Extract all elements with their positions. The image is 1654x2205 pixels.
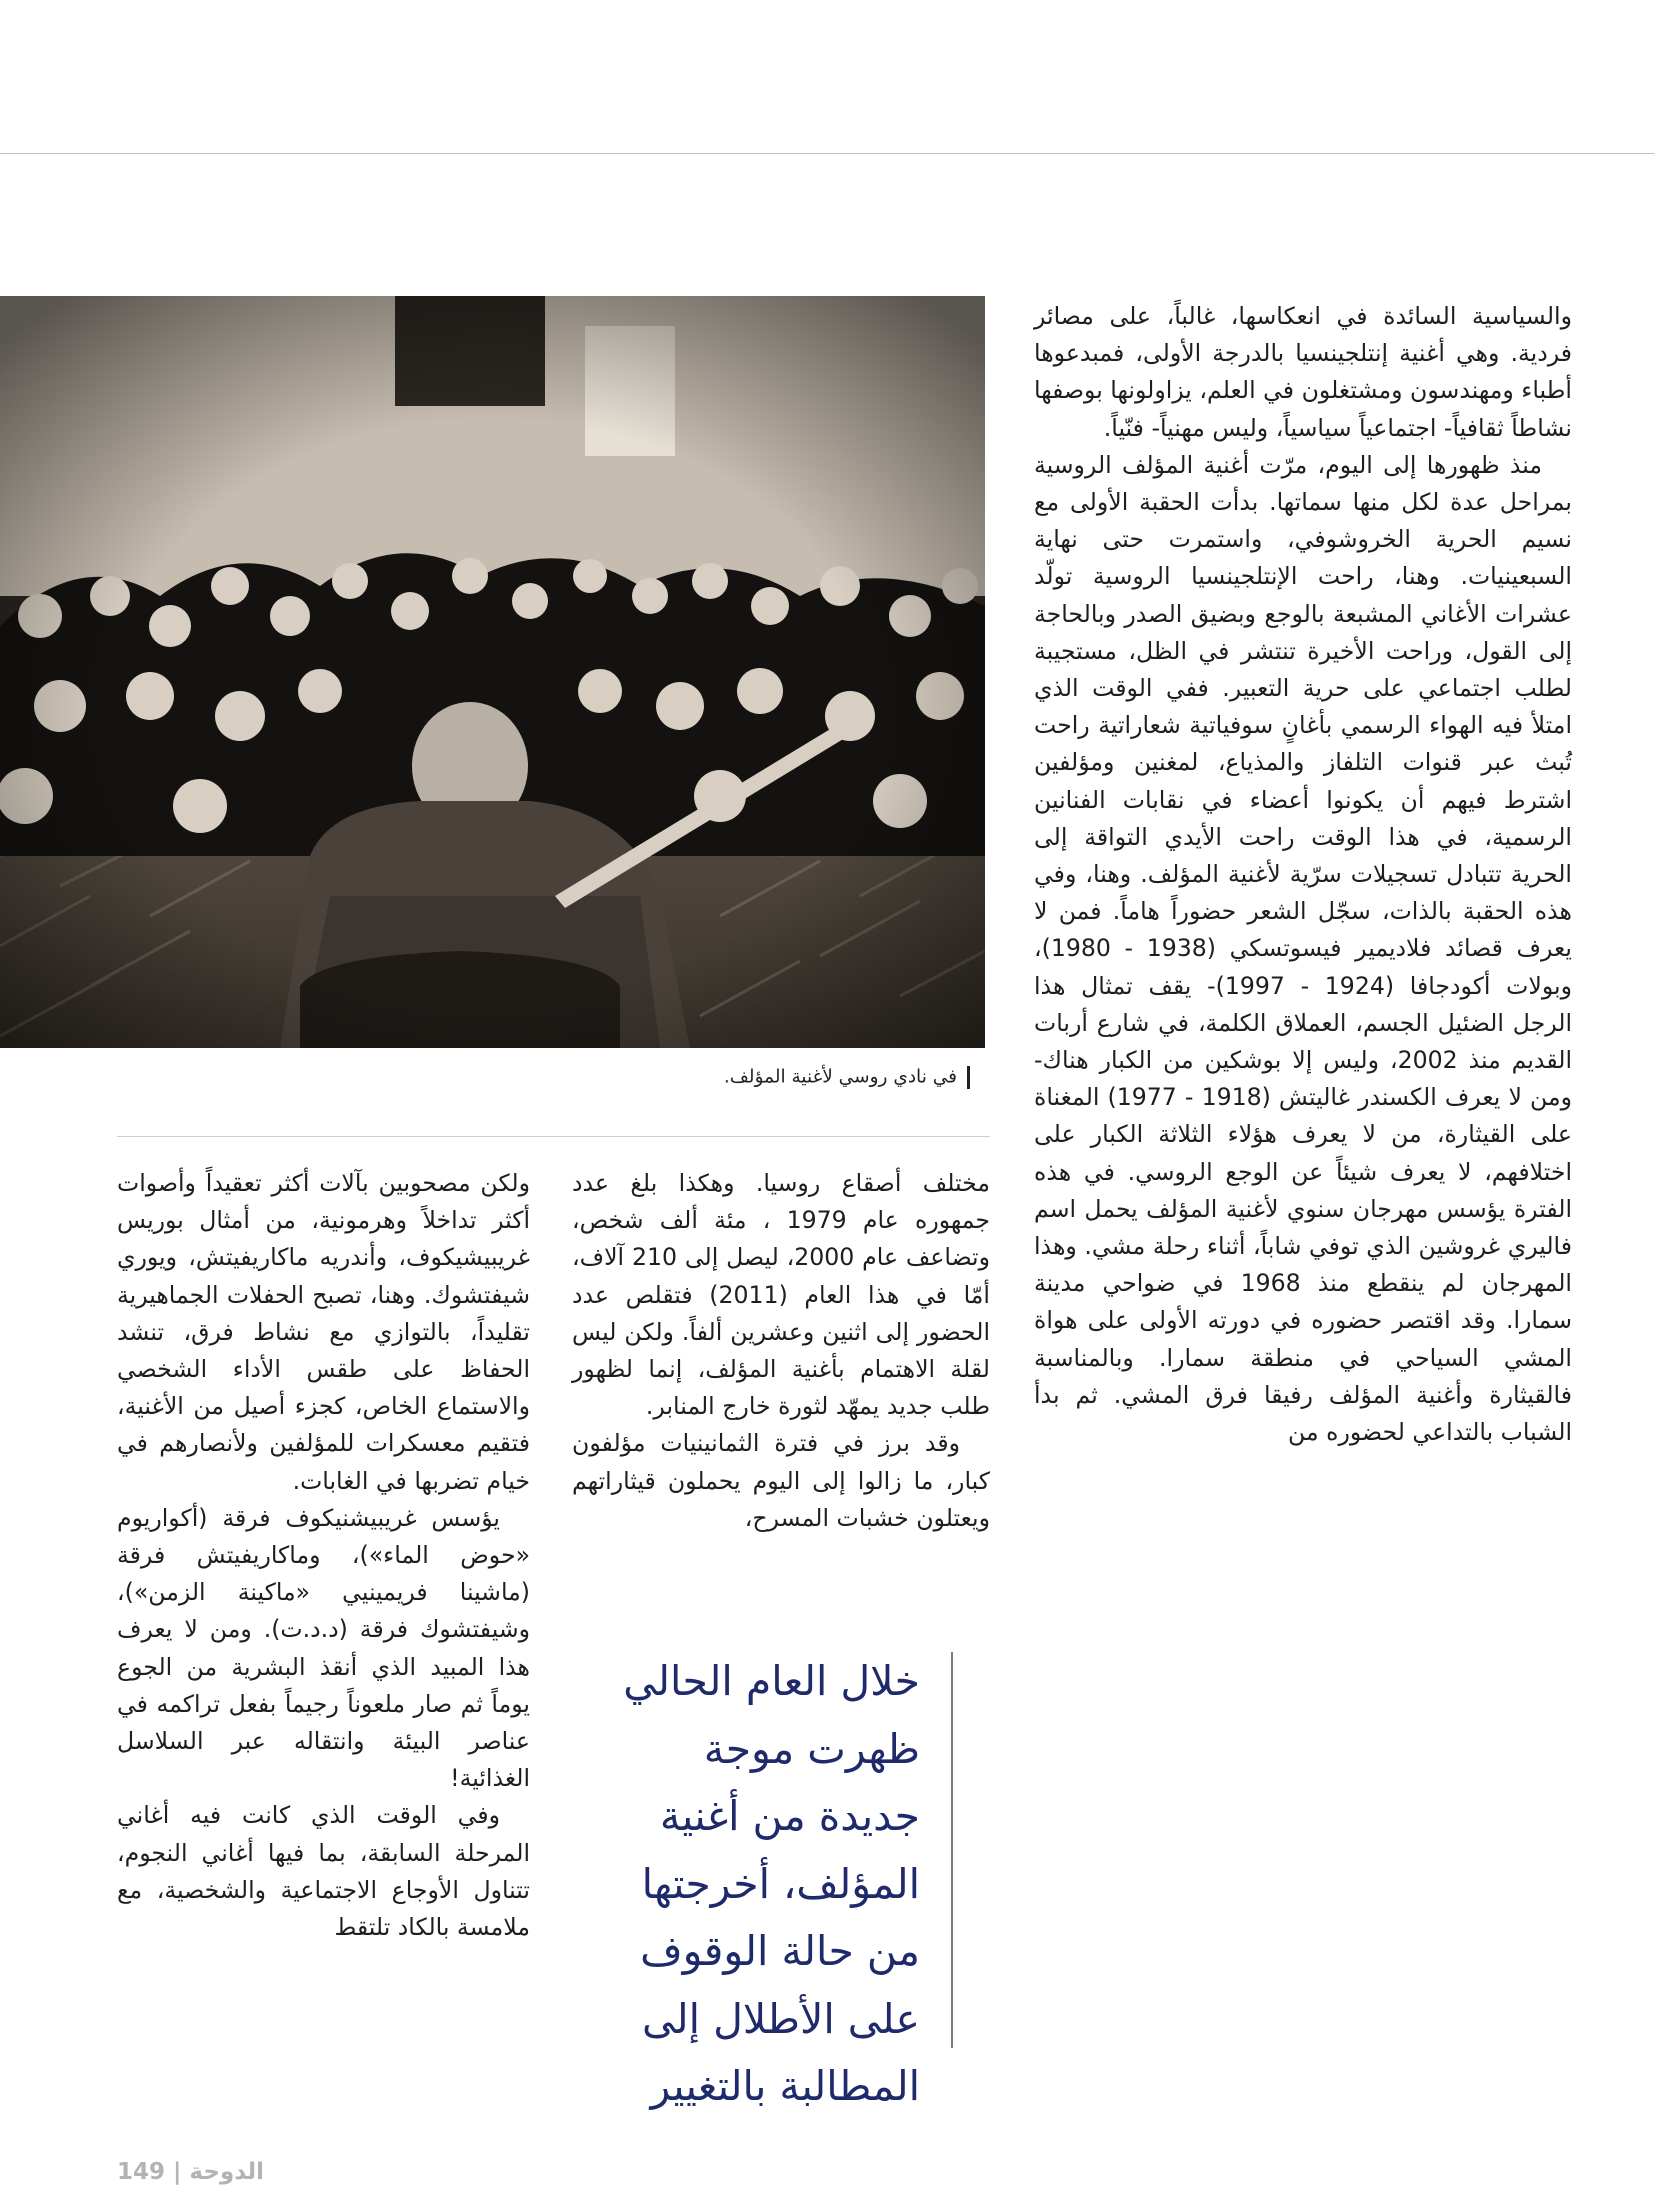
pull-quote-line: خلال العام الحالي	[623, 1657, 920, 1705]
pull-quote-line: المطالبة بالتغيير	[650, 2062, 920, 2110]
paragraph: يؤسس غريبيشنيكوف فرقة (أكواريوم «حوض الماء»)، وماكاريفيتش فرقة (ماشينا فريمينيي «ماكينة الزمن»)، وشيفتشوك فرقة (د.د.ت). ومن لا يعرف هذا المبيد الذي أنقذ البشرية من الجوع يوماً ثم صار ملعوناً رجيماً بفعل تراكمه في عناصر البيئة وانتقاله عبر السلاسل الغذائية!	[117, 1503, 530, 1793]
photo-caption	[117, 1066, 970, 1089]
page-footer	[117, 2159, 264, 2185]
pull-quote-rule	[951, 1652, 953, 2048]
concert-photo	[0, 296, 985, 1048]
paragraph: والسياسية السائدة في انعكاسها، غالباً، على مصائر فردية. وهي أغنية إنتلجينسيا بالدرجة الأولى، فمبدعوها أطباء ومهندسون ومشتغلون في العلم، يزاولونها بوصفها نشاطاً ثقافياً- اجتماعياً سياسياً، وليس مهنياً- فنّياً.	[1034, 302, 1572, 442]
page-number: 149	[117, 2159, 166, 2185]
magazine-name: الدوحة	[189, 2159, 265, 2185]
article-column-right	[1034, 298, 1572, 1451]
paragraph: وفي الوقت الذي كانت فيه أغاني المرحلة السابقة، بما فيها أغاني النجوم، تتناول الأوجاع الاجتماعية والشخصية، مع ملامسة بالكاد تلتقط	[117, 1801, 530, 1942]
article-column-middle	[572, 1165, 990, 1537]
caption-bar	[967, 1066, 970, 1089]
pull-quote-line: على الأطلال إلى	[642, 1994, 920, 2043]
paragraph: ولكن مصحوبين بآلات أكثر تعقيداً وأصوات أكثر تداخلاً وهرمونية، من أمثال بوريس غريبيشيكوف، وأندريه ماكاريفيتش، ويوري شيفتشوك. وهنا، تصبح الحفلات الجماهيرية تقليداً، بالتوازي مع نشاط فرق، تنشد الحفاظ على طقس الأداء الشخصي والاستماع الخاص، كجزء أصيل من الأغنية، فتقيم معسكرات للمؤلفين ولأنصارهم في خيام تضربها في الغابات.	[117, 1169, 530, 1495]
pull-quote-line: من حالة الوقوف	[640, 1927, 920, 1975]
article-column-left	[117, 1165, 530, 1946]
pull-quote	[580, 1648, 920, 2121]
paragraph: منذ ظهورها إلى اليوم، مرّت أغنية المؤلف الروسية بمراحل عدة لكل منها سماتها. بدأت الحقبة الأولى مع نسيم الحرية الخروشوفي، واستمرت حتى نهاية السبعينيات. وهنا، راحت الإنتلجينسيا الروسية تولّد عشرات الأغاني المشبعة بالوجع وبضيق الصدر وبالحاجة إلى القول، وراحت الأخيرة تنتشر في الظل، مستجيبة لطلب اجتماعي على حرية التعبير. ففي الوقت الذي امتلأ فيه الهواء الرسمي بأغانٍ سوفياتية شعاراتية راحت تُبث عبر قنوات التلفاز والمذياع، لمغنين ومؤلفين اشترط فيهم أن يكونوا أعضاء في نقابات الفنانين الرسمية، في هذا الوقت راحت الأيدي التواقة إلى الحرية تتبادل تسجيلات سرّية لأغنية المؤلف. وهنا، وفي هذه الحقبة بالذات، سجّل الشعر حضوراً هاماً. فمن لا يعرف قصائد فلاديمير فيسوتسكي (1938 - 1980)، وبولات أكودجافا (1924 - 1997)- يقف تمثال هذا الرجل الضئيل الجسم، العملاق الكلمة، في شارع أربات القديم منذ 2002، وليس إلا بوشكين من الكبار هناك- ومن لا يعرف الكسندر غاليتش (1918 - 1977) المغناة على القيثارة، من لا يعرف هؤلاء الثلاثة الكبار على اختلافهم، لا يعرف شيئاً عن الوجع الروسي. في هذه الفترة يؤسس مهرجان سنوي لأغنية المؤلف يحمل اسم فاليري غروشين الذي توفي شاباً، أثناء رحلة مشي. وهذا المهرجان لم ينقطع منذ 1968 في ضواحي مدينة سمارا. وقد اقتصر حضوره في دورته الأولى على هواة المشي السياحي في منطقة سمارا. وبالمناسبة فالقيثارة وأغنية المؤلف رفيقا فرق المشي. ثم بدأ الشباب بالتداعي لحضوره من	[1034, 450, 1573, 1447]
footer-separator: |	[173, 2159, 182, 2185]
paragraph: مختلف أصقاع روسيا. وهكذا بلغ عدد جمهوره عام 1979 ، مئة ألف شخص، وتضاعف عام 2000، ليصل إلى 210 آلاف، أمّا في هذا العام (2011) فتقلص عدد الحضور إلى اثنين وعشرين ألفاً. ولكن ليس لقلة الاهتمام بأغنية المؤلف، إنما لظهور طلب جديد يمهّد لثورة خارج المنابر.	[572, 1169, 990, 1421]
paragraph: وقد برز في فترة الثمانينيات مؤلفون كبار، ما زالوا إلى اليوم يحملون قيثاراتهم ويعتلون خشبات المسرح،	[572, 1429, 990, 1532]
caption-rule	[117, 1136, 990, 1137]
pull-quote-line: المؤلف، أخرجتها	[641, 1859, 920, 1908]
pull-quote-line: ظهرت موجة	[703, 1724, 920, 1773]
top-rule	[0, 153, 1654, 154]
pull-quote-line: جديدة من أغنية	[659, 1792, 920, 1840]
photo-caption-text: في نادي روسي لأغنية المؤلف.	[723, 1066, 957, 1088]
